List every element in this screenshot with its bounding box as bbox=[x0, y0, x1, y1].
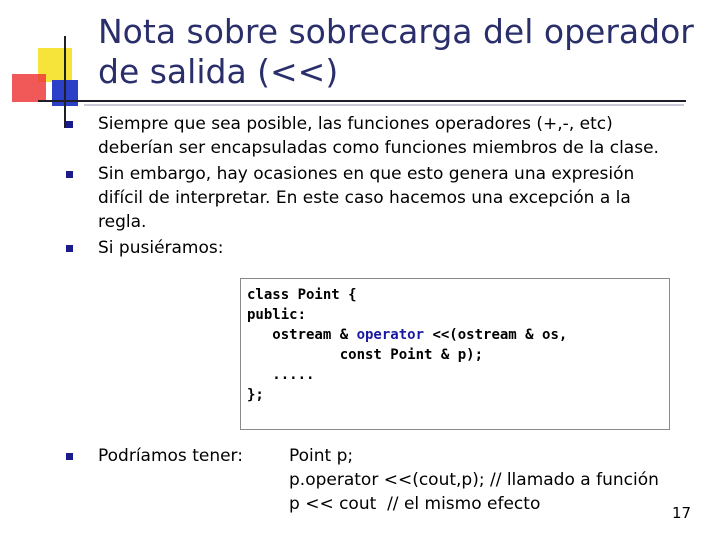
bullet-square-icon bbox=[66, 245, 73, 252]
bullet-item-1 bbox=[66, 112, 686, 160]
code-line-1: class Point { bbox=[247, 287, 357, 303]
title-underline bbox=[38, 100, 686, 102]
bullet-item-4 bbox=[66, 444, 243, 468]
bullet-1-line-1: Siempre que sea posible, las funciones operadores (+,-, etc) bbox=[98, 114, 613, 134]
code-line-3-end: <<(ostream & os, bbox=[424, 327, 568, 343]
bullet-2-line-1: Sin embargo, hay ocasiones en que esto genera una expresión bbox=[98, 164, 635, 184]
bullet-square-icon bbox=[66, 121, 73, 128]
bullet-1-line-2: deberían ser encapsuladas como funciones miembros de la clase. bbox=[98, 138, 659, 158]
bullet-item-3 bbox=[66, 236, 686, 260]
title-underline-shadow bbox=[84, 104, 684, 106]
bullet-item-2 bbox=[66, 162, 686, 234]
code-box bbox=[240, 278, 670, 430]
bullet-list bbox=[66, 112, 686, 262]
code-line-3 bbox=[247, 325, 663, 345]
page-number: 17 bbox=[672, 504, 692, 522]
bullet-square-icon bbox=[66, 453, 73, 460]
example-line-1: Point p; bbox=[289, 446, 354, 466]
decorative-red-square bbox=[12, 74, 46, 102]
code-line-4: const Point & p); bbox=[247, 347, 484, 363]
code-line-6: }; bbox=[247, 387, 264, 403]
example-code bbox=[289, 444, 659, 516]
code-keyword-operator: operator bbox=[356, 327, 425, 343]
slide-title-line-1: Nota sobre sobrecarga del operador bbox=[98, 12, 694, 51]
slide-title bbox=[98, 12, 698, 92]
bullet-3-line-1: Si pusiéramos: bbox=[98, 238, 224, 258]
bullet-4-text: Podríamos tener: bbox=[98, 446, 243, 466]
code-line-2: public: bbox=[247, 307, 307, 323]
bullet-2-line-3: regla. bbox=[98, 212, 147, 232]
slide-title-line-2: de salida (<<) bbox=[98, 52, 339, 91]
code-line-5: ..... bbox=[247, 367, 315, 383]
example-line-2: p.operator <<(cout,p); // llamado a función bbox=[289, 470, 659, 490]
bullet-text bbox=[98, 162, 686, 234]
bullet-text bbox=[98, 236, 686, 260]
example-line-3: p << cout // el mismo efecto bbox=[289, 494, 541, 514]
bullet-2-line-2: difícil de interpretar. En este caso hacemos una excepción a la bbox=[98, 188, 631, 208]
code-line-3-start: ostream & bbox=[247, 327, 357, 343]
bullet-square-icon bbox=[66, 171, 73, 178]
bullet-text bbox=[98, 112, 686, 160]
